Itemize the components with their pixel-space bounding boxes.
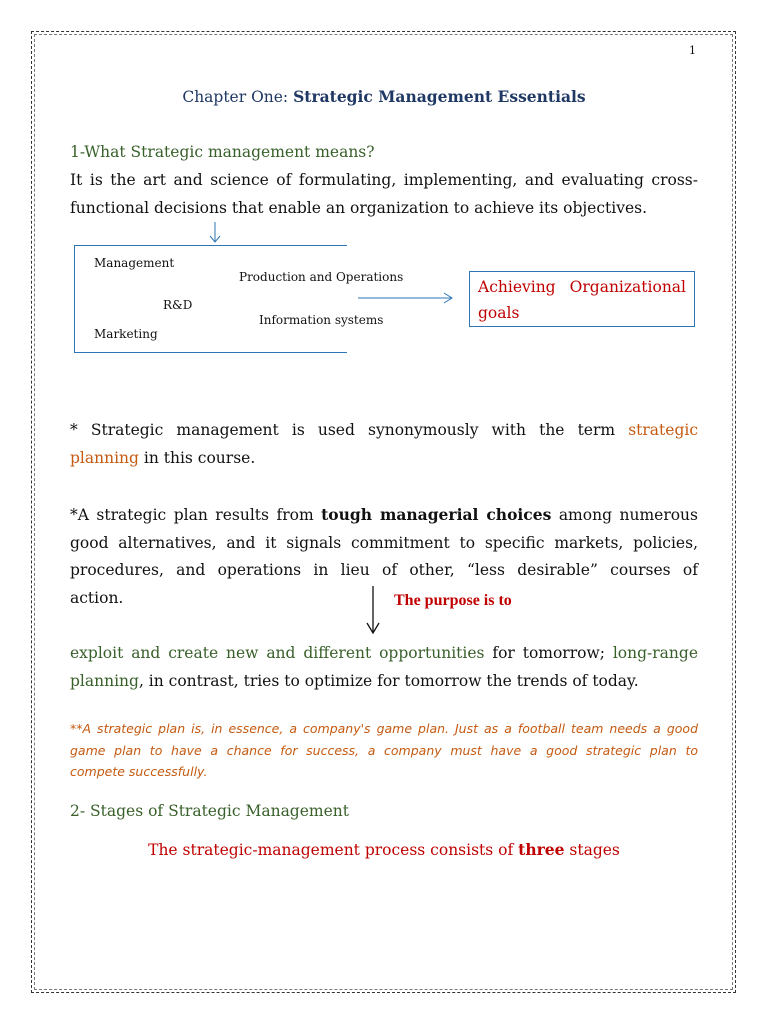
title-prefix: Chapter One: (182, 88, 294, 106)
exploit-green3: planning (70, 671, 139, 690)
stages-subtitle (0, 840, 768, 859)
page-number: 1 (689, 44, 696, 57)
title-bold: Strategic Management Essentials (293, 87, 586, 106)
plan-line4: action. (70, 588, 124, 607)
section1-heading: 1-What Strategic management means? (70, 143, 375, 161)
diagram-production: Production and Operations (239, 270, 404, 284)
stages-suffix: stages (564, 841, 620, 859)
exploit-text2: , in contrast, tries to optimize for tomorrow the trends of today. (138, 671, 639, 690)
purpose-label: The purpose is to (394, 592, 512, 609)
goals-word2: Organizational (569, 278, 686, 296)
exploit-green1: exploit and create new and different opportunities (70, 644, 485, 662)
diagram-marketing: Marketing (94, 327, 158, 341)
note-line2: game plan to have a chance for success, a company must have a good strategic plan to (70, 742, 698, 758)
section2-heading: 2- Stages of Strategic Management (70, 802, 349, 820)
diagram-information: Information systems (259, 313, 384, 327)
synonym-highlight2: planning (70, 448, 139, 467)
plan-line2: good alternatives, and it signals commitment to specific markets, policies, (70, 533, 698, 552)
exploit-green2: long-range (612, 644, 698, 662)
plan-suffix: among numerous (551, 506, 698, 524)
goals-word3: goals (478, 304, 520, 322)
exploit-text1: for tomorrow; (484, 644, 613, 662)
diagram-rd: R&D (163, 298, 193, 312)
synonym-paragraph (70, 417, 698, 472)
down-arrow-small-icon (210, 222, 220, 242)
note-line1: **A strategic plan is, in essence, a company's game plan. Just as a football team needs a good (70, 721, 698, 736)
stages-prefix: The strategic-management process consists of (148, 841, 519, 859)
stages-bold: three (518, 840, 565, 859)
right-arrow-icon (358, 293, 452, 303)
diagram-management: Management (94, 256, 175, 270)
exploit-paragraph (70, 640, 698, 695)
synonym-text1: * Strategic management is used synonymously with the term (70, 421, 629, 439)
plan-paragraph (70, 501, 698, 612)
definition-line2: functional decisions that enable an organization to achieve its objectives. (70, 198, 648, 217)
game-plan-note (70, 718, 698, 783)
definition-line1: It is the art and science of formulating, implementing, and evaluating cross- (70, 171, 698, 189)
note-line3: compete successfully. (70, 764, 208, 779)
goals-word1: Achieving (478, 278, 556, 296)
goals-box (469, 271, 695, 327)
plan-line3: procedures, and operations in lieu of other, “less desirable” courses of (70, 561, 698, 579)
synonym-text2: in this course. (138, 448, 256, 467)
synonym-highlight1: strategic (628, 421, 698, 439)
plan-prefix: *A strategic plan results from (70, 506, 322, 524)
plan-bold: tough managerial choices (321, 505, 552, 524)
